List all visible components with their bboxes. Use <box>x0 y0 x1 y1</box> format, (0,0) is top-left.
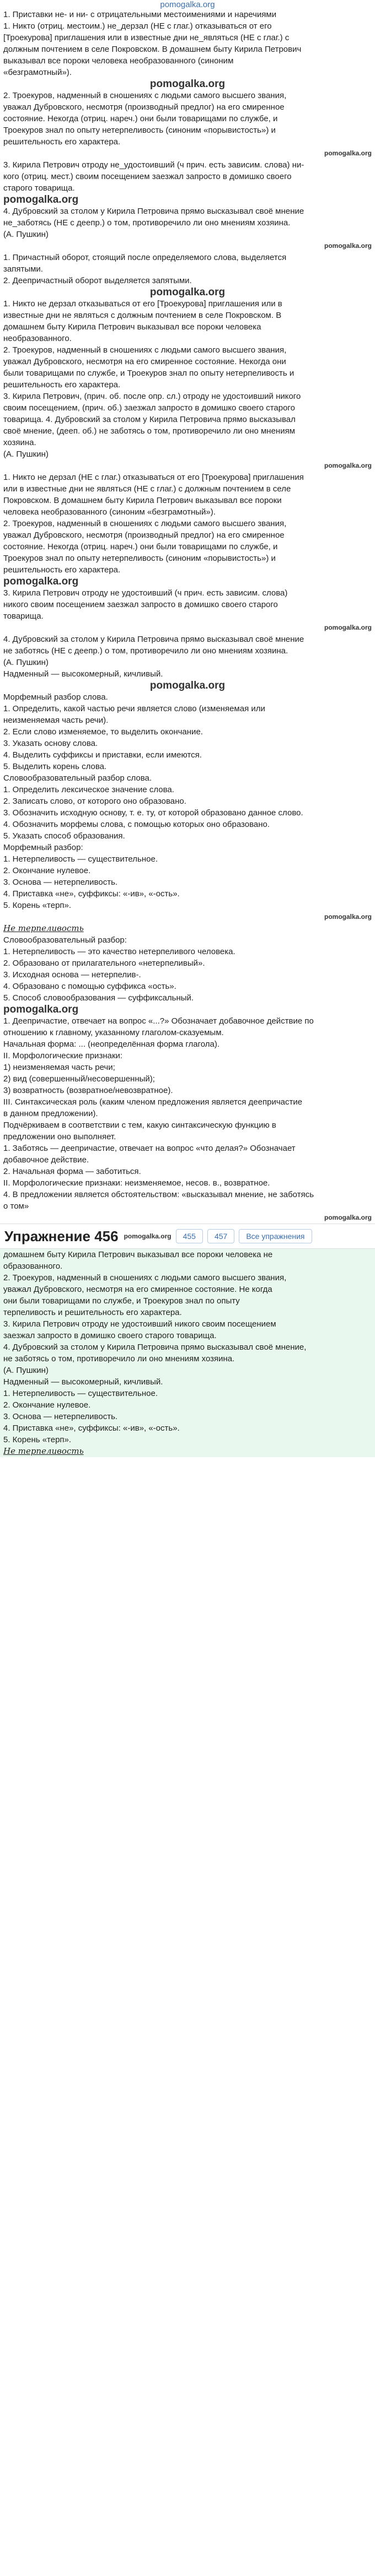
text-line: 4. Приставка «не», суффиксы: «-ив», «-ость». <box>3 1424 180 1433</box>
text-line: (А. Пушкин) <box>3 450 49 459</box>
watermark: pomogalka.org <box>3 1004 79 1015</box>
text-section <box>0 9 375 78</box>
text-line: 3. Кирила Петрович отроду не удостоивший (ч прич. есть зависим. слова) <box>3 588 288 598</box>
text-line: Не терпеливость <box>3 923 84 933</box>
text-line: 2. Начальная форма — заботиться. <box>3 1167 141 1176</box>
prev-exercise-button[interactable]: 455 <box>176 1229 203 1243</box>
exercise-title: Упражнение 456 <box>4 1227 119 1244</box>
text-section <box>0 691 375 911</box>
text-line: 2. Окончание нулевое. <box>3 1400 91 1410</box>
text-line: 4. Дубровский за столом у Кирила Петровича прямо высказывал своё мнение, <box>3 1343 307 1352</box>
watermark: pomogalka.org <box>324 149 372 157</box>
text-line: 5. Способ словообразования — суффиксальный. <box>3 993 194 1003</box>
text-line: 2. Записать слово, от которого оно образовано. <box>3 797 186 806</box>
text-section <box>0 587 375 622</box>
text-line: 1. Заботясь — деепричастие, отвечает на вопрос «что делая?» Обозначает <box>3 1144 296 1153</box>
text-line: не заботясь о том, противоречило ли оно мнениям хозяина. <box>3 1354 235 1363</box>
text-line: товарища. 4. Дубровский за столом у Кирила Петровича прямо высказывал <box>3 415 296 424</box>
text-line: 1. Никто (отриц. местоим.) не_дерзал (НЕ с глаг.) отказываться от его <box>3 21 272 31</box>
text-line: неизменяемая часть речи). <box>3 716 109 725</box>
text-line: 1. Приставки не- и ни- с отрицательными местоимениями и наречиями <box>3 10 277 19</box>
text-line: выказывал все пороки человека необразованного (синоним <box>3 56 234 66</box>
text-line: 2. Если слово изменяемое, то выделить окончание. <box>3 727 203 737</box>
text-line: 3. Кирила Петрович, (прич. об. после опр. сл.) отроду не удостоивший никого <box>3 392 301 401</box>
text-section <box>0 923 375 1004</box>
watermark: pomogalka.org <box>124 1232 172 1240</box>
text-line: уважал Дубровского, несмотря (производный предлог) на его смиренное <box>3 102 285 112</box>
text-line: должным почтением в селе Покровском. В домашнем быту Кирила Петрович <box>3 45 302 54</box>
site-logo[interactable]: pomogalka.org <box>160 0 215 9</box>
text-line: известные дни не являться с должным почтением в селе Покровском. В <box>3 311 282 320</box>
text-line: Подчёркиваем в соответствии с тем, какую синтаксическую функцию в <box>3 1121 276 1130</box>
text-line: 2. Образовано от прилагательного «нетерпеливый». <box>3 959 205 968</box>
text-line: 3. Основа — нетерпеливость. <box>3 1412 118 1421</box>
text-line: человека необразованного (синоним «безграмотный»). <box>3 507 216 517</box>
text-line: 1. Причастный оборот, стоящий после определяемого слова, выделяется <box>3 253 287 262</box>
all-exercises-button[interactable]: Все упражнения <box>239 1229 312 1243</box>
text-line: товарища. <box>3 611 44 621</box>
text-line: уважал Дубровского, несмотря на его смиренное состояние. Не когда <box>3 1285 272 1294</box>
text-line: 5. Корень «терп». <box>3 1435 72 1444</box>
exercise-nav <box>0 1224 375 1249</box>
text-line: 2. Троекуров, надменный в сношениях с людьми самого высшего звания, <box>3 345 287 355</box>
text-line: 3. Указать основу слова. <box>3 739 98 748</box>
text-line: или в известные дни не являться (НЕ с глаг.) с должным почтением в селе <box>3 484 291 494</box>
text-line: Начальная форма: ... (неопределённая форма глагола). <box>3 1040 219 1049</box>
text-line: 4. Дубровский за столом у Кирила Петровича прямо высказывал своё мнение <box>3 635 304 644</box>
text-line: необразованного. <box>3 334 72 343</box>
text-line: 1. Никто не дерзал отказываться от его [Троекурова] приглашения или в <box>3 299 282 309</box>
text-line: Надменный — высокомерный, кичливый. <box>3 1377 163 1387</box>
text-line: хозяина. <box>3 438 36 447</box>
text-line: 3. Основа — нетерпеливость. <box>3 878 118 887</box>
watermark: pomogalka.org <box>324 462 372 469</box>
text-section <box>0 205 375 240</box>
text-line: Не терпеливость <box>3 1446 84 1456</box>
text-line: уважал Дубровского, несмотря (производный предлог) на его смиренное <box>3 531 285 540</box>
text-line: 3. Исходная основа — нетерпелив-. <box>3 970 141 979</box>
text-line: Надменный — высокомерный, кичливый. <box>3 669 163 679</box>
text-line: 4. В предложении является обстоятельством: «высказывал мнение, не заботясь <box>3 1190 314 1199</box>
text-line: «безграмотный»). <box>3 68 72 77</box>
watermark: pomogalka.org <box>149 680 226 691</box>
text-line: 4. Обозначить морфемы слова, с помощью которых оно образовано. <box>3 820 270 829</box>
text-line: II. Морфологические признаки: неизменяемое, несов. в., возвратное. <box>3 1178 270 1188</box>
text-line: III. Синтаксическая роль (каким членом предложения является деепричастие <box>3 1097 303 1107</box>
text-line: 5. Указать способ образования. <box>3 831 125 841</box>
text-line: 2. Окончание нулевое. <box>3 866 91 875</box>
text-line: 1. Нетерпеливость — существительное. <box>3 1389 158 1398</box>
text-line: 1. Нетерпеливость — это качество нетерпеливого человека. <box>3 947 235 956</box>
text-line: старого товарища. <box>3 183 75 193</box>
text-line: 4. Приставка «не», суффиксы: «-ив», «-ость». <box>3 889 180 899</box>
text-line: о том» <box>3 1202 29 1211</box>
text-line: состояние. Некогда (отриц. нареч.) они были товарищами по службе, и <box>3 542 278 551</box>
text-line: 5. Корень «терп». <box>3 901 72 910</box>
text-section <box>0 159 375 194</box>
text-section <box>0 298 375 460</box>
watermark: pomogalka.org <box>3 576 79 587</box>
text-line: 3. Кирила Петрович отроду не_удостоивший (ч прич. есть зависим. слова) ни- <box>3 160 304 170</box>
text-line: 2. Троекуров, надменный в сношениях с людьми самого высшего звания, <box>3 91 287 100</box>
text-line: Троекуров знал по опыту нетерпеливость (синоним «порывистость») и <box>3 126 276 135</box>
text-line: 3. Кирила Петрович отроду не удостоивший никого своим посещением <box>3 1319 276 1329</box>
text-line: 4. Дубровский за столом у Кирила Петровича прямо высказывал своё мнение <box>3 207 304 216</box>
watermark: pomogalka.org <box>149 286 226 298</box>
text-line: терпеливость и решительность его характера. <box>3 1308 182 1317</box>
text-line: образованного. <box>3 1262 63 1271</box>
text-section <box>0 90 375 148</box>
text-line: никого своим посещением заезжал запросто в домишко своего старого <box>3 600 278 609</box>
text-line: 2. Троекуров, надменный в сношениях с людьми самого высшего звания, <box>3 519 287 528</box>
text-line: 1. Никто не дерзал (НЕ с глаг.) отказываться от его [Троекурова] приглашения <box>3 473 304 482</box>
text-line: 1. Деепричастие, отвечает на вопрос «...?» Обозначает добавочное действие по <box>3 1016 314 1026</box>
text-line: 3) возвратность (возвратное/невозвратное). <box>3 1086 173 1095</box>
text-line: 5. Выделить корень слова. <box>3 762 107 771</box>
watermark: pomogalka.org <box>324 913 372 921</box>
text-line: заезжал запросто в домишко своего старого товарища. <box>3 1331 217 1340</box>
text-line: в данном предложении). <box>3 1109 98 1118</box>
watermark: pomogalka.org <box>3 194 79 205</box>
text-line: состояние. Некогда (отриц. нареч.) они были товарищами по службе, и <box>3 114 278 123</box>
text-line: Словообразовательный разбор: <box>3 935 127 945</box>
text-line: (А. Пушкин) <box>3 1366 49 1375</box>
text-line: они были товарищами по службе, и Троекуров знал по опыту <box>3 1296 240 1306</box>
text-line: были товарищами по службе, и Троекуров знал по опыту нетерпеливость и <box>3 369 294 378</box>
watermark: pomogalka.org <box>324 1214 372 1221</box>
text-line: своим посещением, (прич. об.) заезжал запросто в домишко своего старого <box>3 403 295 413</box>
text-line: 4. Выделить суффиксы и приставки, если имеются. <box>3 750 202 760</box>
text-line: запятыми. <box>3 264 43 274</box>
next-exercise-button[interactable]: 457 <box>207 1229 234 1243</box>
text-line: решительность его характера. <box>3 137 121 147</box>
text-line: домашнем быту Кирила Петрович выказывал все пороки человека <box>3 322 261 332</box>
text-section <box>0 252 375 286</box>
text-line: 4. Образовано с помощью суффикса «ость». <box>3 982 176 991</box>
text-line: (А. Пушкин) <box>3 658 49 667</box>
text-line: 1. Нетерпеливость — существительное. <box>3 854 158 864</box>
watermark: pomogalka.org <box>324 242 372 250</box>
text-line: решительность его характера. <box>3 565 121 575</box>
text-section <box>0 472 375 576</box>
watermark: pomogalka.org <box>324 624 372 631</box>
text-line: [Троекурова] приглашения или в известные дни не_являться (НЕ с глаг.) с <box>3 33 290 42</box>
text-line: кого (отриц. мест.) своим посещением заезжал запросто в домишко своего <box>3 172 292 181</box>
text-line: Покровском. В домашнем быту Кирила Петрович выказывал все пороки <box>3 496 282 505</box>
text-section <box>0 1249 375 1457</box>
text-line: Троекуров знал по опыту нетерпеливость (синоним «порывистость») и <box>3 554 276 563</box>
text-section <box>0 634 375 680</box>
text-line: 2. Деепричастный оборот выделяется запятыми. <box>3 276 192 285</box>
text-line: 2. Троекуров, надменный в сношениях с людьми самого высшего звания, <box>3 1273 287 1282</box>
text-line: (А. Пушкин) <box>3 230 49 239</box>
text-line: уважал Дубровского, несмотря на его смиренное состояние. Некогда они <box>3 357 286 366</box>
text-line: не заботясь (НЕ с деепр.) о том, противоречило ли оно мнениям хозяина. <box>3 646 288 656</box>
text-line: домашнем быту Кирила Петрович выказывал все пороки человека не <box>3 1250 273 1259</box>
watermark: pomogalka.org <box>149 78 226 90</box>
text-line: решительность его характера. <box>3 380 121 389</box>
text-line: II. Морфологические признаки: <box>3 1051 123 1060</box>
text-line: Морфемный разбор: <box>3 843 83 852</box>
text-line: 1) неизменяемая часть речи; <box>3 1063 115 1072</box>
text-line: предложении оно выполняет. <box>3 1132 116 1141</box>
text-line: Словообразовательный разбор слова. <box>3 773 152 783</box>
text-line: 1. Определить, какой частью речи является слово (изменяемая или <box>3 704 265 713</box>
text-line: 1. Определить лексическое значение слова. <box>3 785 174 794</box>
text-line: 2) вид (совершенный/несовершенный); <box>3 1074 155 1084</box>
text-section <box>0 1015 375 1212</box>
exercise-content <box>0 9 375 1457</box>
text-line: не_заботясь (НЕ с деепр.) о том, противоречило ли оно мнениям хозяина. <box>3 218 291 228</box>
text-line: Морфемный разбор слова. <box>3 692 108 702</box>
text-line: 3. Обозначить исходную основу, т. е. ту, от которой образовано данное слово. <box>3 808 303 818</box>
text-line: своё мнение, (дееп. об.) не заботясь о том, противоречило ли оно мнениям <box>3 426 296 436</box>
text-line: добавочное действие. <box>3 1155 89 1165</box>
text-line: отношению к главному, указанному глаголом-сказуемым. <box>3 1028 224 1037</box>
